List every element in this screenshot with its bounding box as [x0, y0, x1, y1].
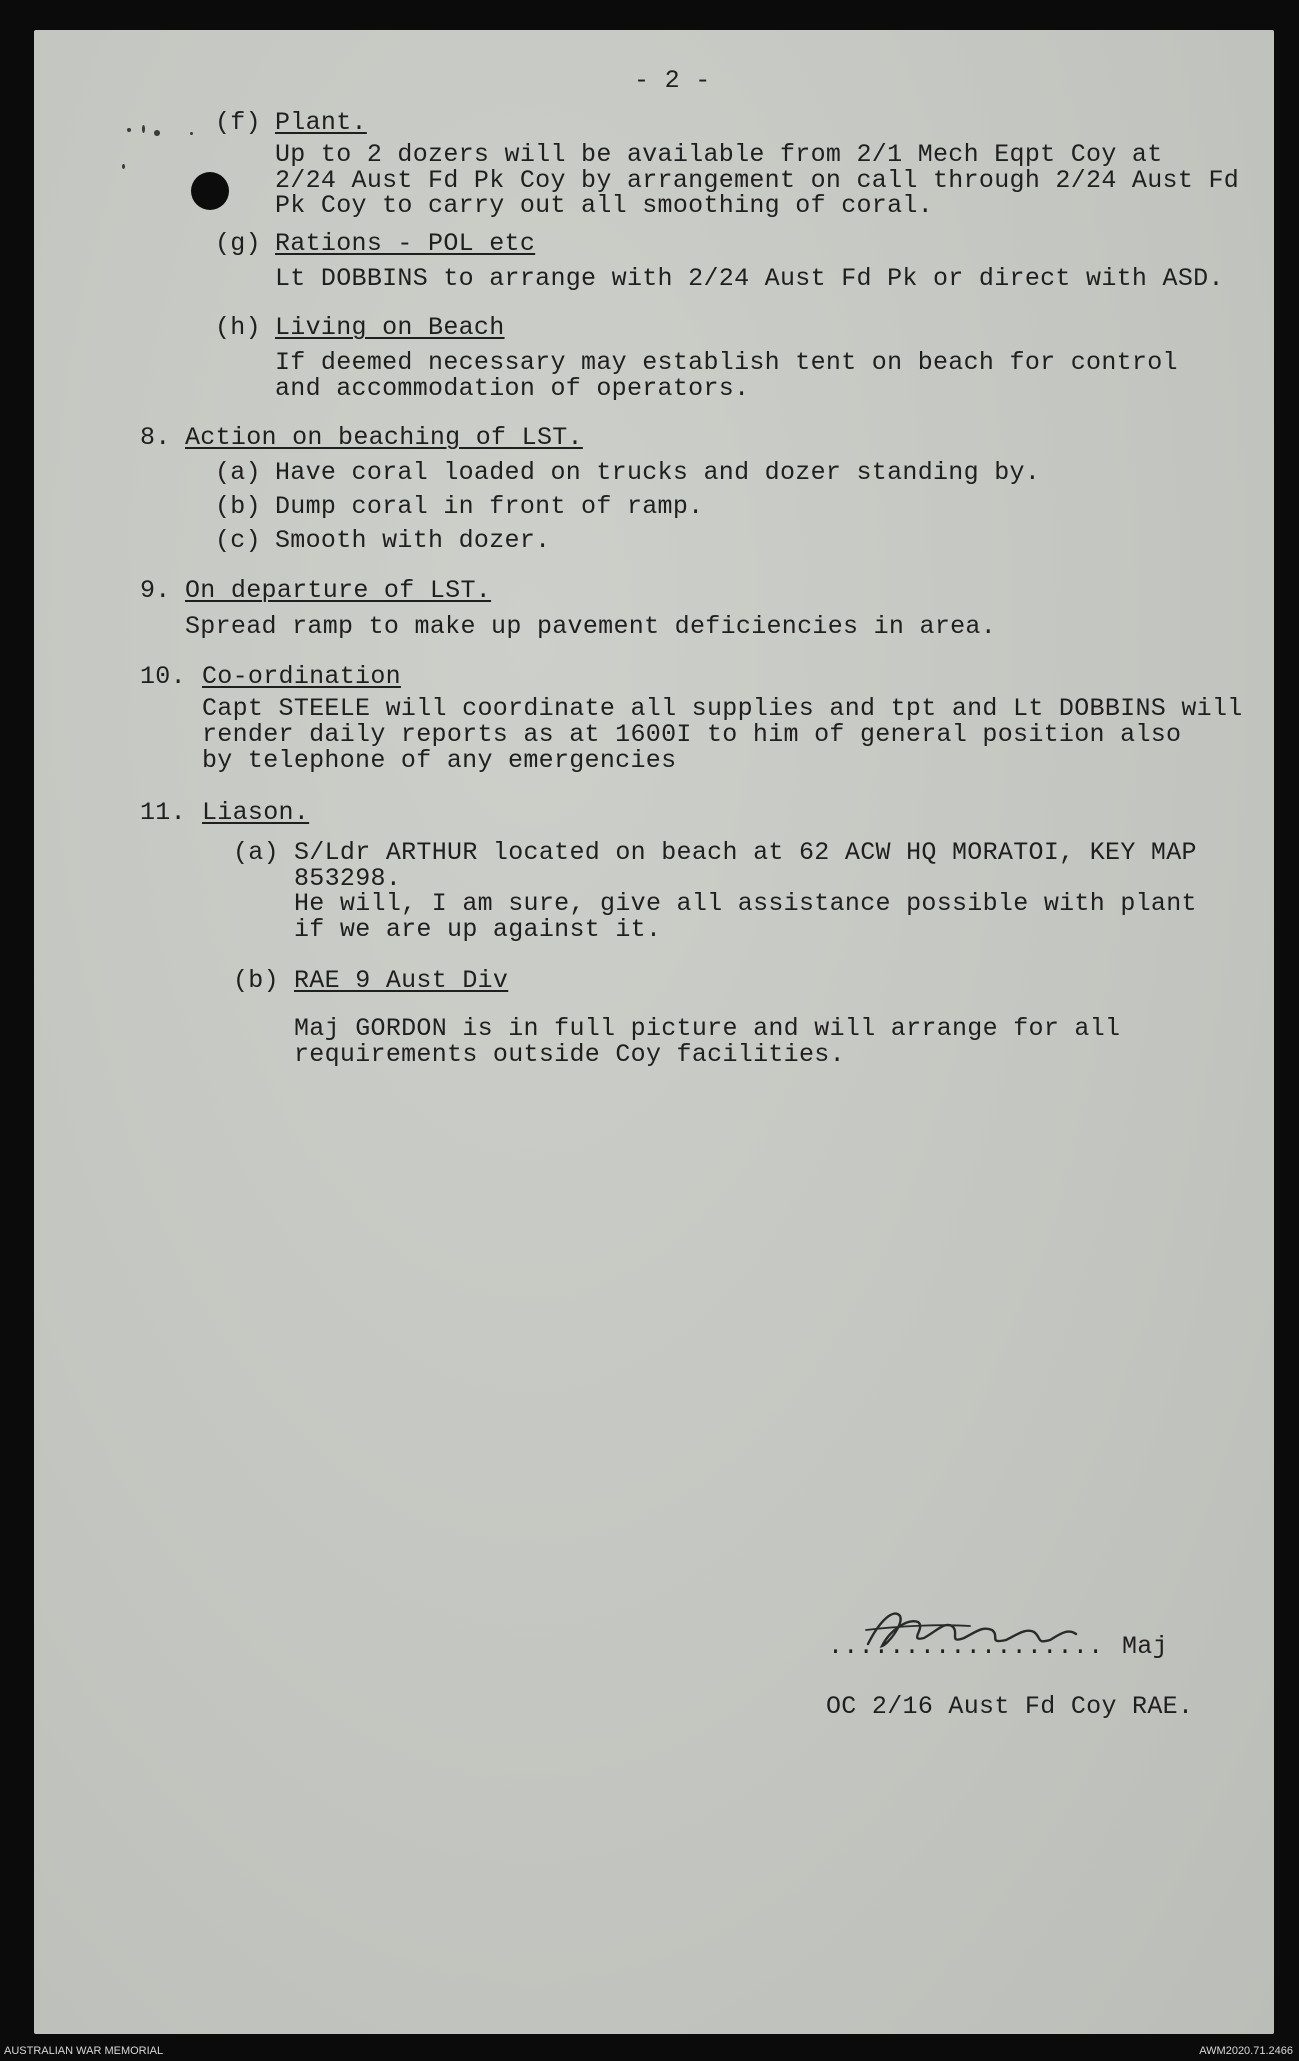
section-10-number: 10. — [140, 662, 186, 691]
section-10-line: by telephone of any emergencies — [202, 746, 677, 775]
paper-speck — [142, 125, 145, 133]
item-h-label: (h) — [215, 313, 261, 342]
signature-dots: .................. — [828, 1632, 1104, 1661]
item-g-label: (g) — [215, 229, 261, 258]
section-8-sub-label: (b) — [215, 492, 261, 521]
section-11-b-label: (b) — [233, 966, 279, 995]
item-f-line: 2/24 Aust Fd Pk Coy by arrangement on call through 2/24 Aust Fd — [275, 166, 1240, 195]
item-f-label: (f) — [215, 108, 261, 137]
section-11-b-line: requirements outside Coy facilities. — [294, 1040, 845, 1069]
punch-hole — [191, 172, 229, 210]
section-10-title: Co-ordination — [202, 662, 401, 691]
signature-designation: OC 2/16 Aust Fd Coy RAE. — [826, 1692, 1194, 1721]
section-9-number: 9. — [140, 576, 171, 605]
section-11-b-line: Maj GORDON is in full picture and will arrange for all — [294, 1014, 1121, 1043]
archive-footer — [0, 2041, 1299, 2061]
item-g-title: Rations - POL etc — [275, 229, 536, 258]
item-g-line: Lt DOBBINS to arrange with 2/24 Aust Fd Pk or direct with ASD. — [275, 264, 1224, 293]
paper-speck — [190, 132, 193, 135]
section-8-sub-text: Smooth with dozer. — [275, 526, 551, 555]
section-8-title: Action on beaching of LST. — [185, 423, 583, 452]
section-8-sub-text: Have coral loaded on trucks and dozer standing by. — [275, 458, 1041, 487]
section-11-a-line: He will, I am sure, give all assistance possible with plant — [294, 889, 1197, 918]
section-8-number: 8. — [140, 423, 171, 452]
section-11-title: Liason. — [202, 798, 310, 827]
item-f-line: Pk Coy to carry out all smoothing of coral. — [275, 191, 934, 220]
paper-speck — [122, 164, 125, 169]
paper-speck — [154, 130, 160, 136]
section-11-number: 11. — [140, 798, 186, 827]
section-9-line: Spread ramp to make up pavement deficiencies in area. — [185, 612, 997, 641]
item-f-line: Up to 2 dozers will be available from 2/1 Mech Eqpt Coy at — [275, 140, 1163, 169]
handwritten-signature — [860, 1600, 1128, 1660]
section-8-sub-label: (a) — [215, 458, 261, 487]
footer-catalogue-id: AWM2020.71.2466 — [1199, 2045, 1293, 2057]
section-10-line: Capt STEELE will coordinate all supplies and tpt and Lt DOBBINS will — [202, 694, 1243, 723]
section-11-a-line: if we are up against it. — [294, 915, 662, 944]
item-f-title: Plant. — [275, 108, 367, 137]
section-11-a-line: S/Ldr ARTHUR located on beach at 62 ACW HQ MORATOI, KEY MAP — [294, 838, 1197, 867]
section-8-sub-text: Dump coral in front of ramp. — [275, 492, 704, 521]
page-number: - 2 - — [634, 66, 711, 95]
paper-speck — [127, 128, 131, 132]
section-8-sub-label: (c) — [215, 526, 261, 555]
item-h-line: and accommodation of operators. — [275, 374, 750, 403]
section-11-a-line: 853298. — [294, 864, 402, 893]
footer-institution: AUSTRALIAN WAR MEMORIAL — [4, 2045, 164, 2057]
section-9-title: On departure of LST. — [185, 576, 492, 605]
section-11-a-label: (a) — [233, 838, 279, 867]
signature-rank: Maj — [1122, 1632, 1168, 1661]
item-h-line: If deemed necessary may establish tent on beach for control — [275, 348, 1178, 377]
item-h-title: Living on Beach — [275, 313, 505, 342]
section-10-line: render daily reports as at 1600I to him of general position also — [202, 720, 1182, 749]
section-11-b-title: RAE 9 Aust Div — [294, 966, 509, 995]
